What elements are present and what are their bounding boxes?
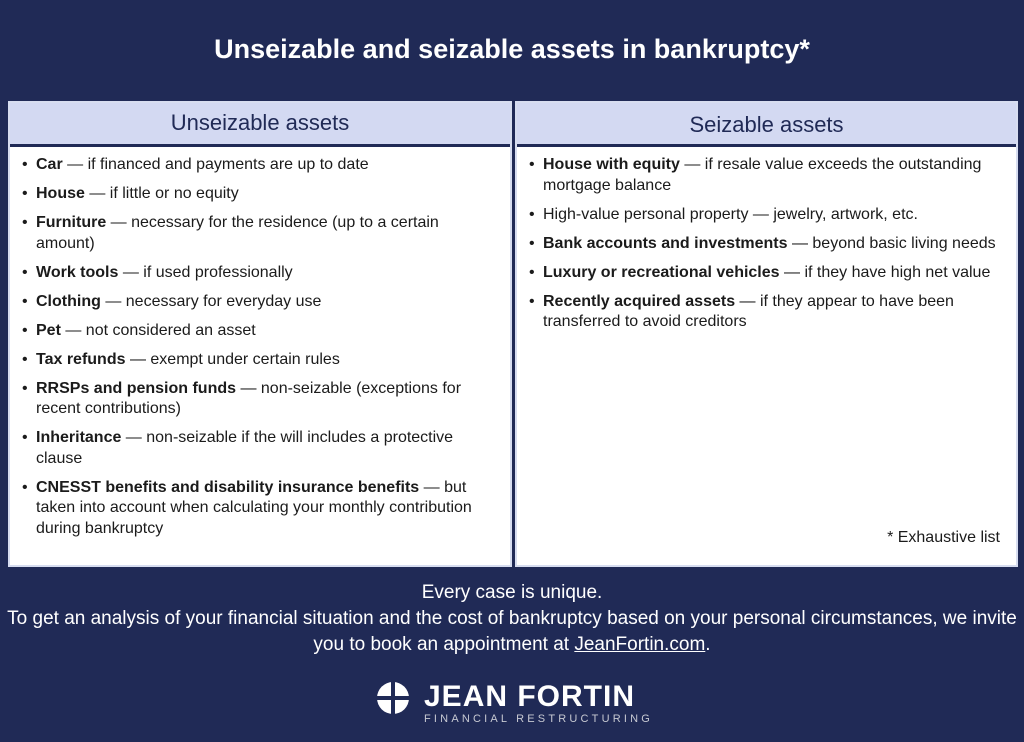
list-item: • RRSPs and pension funds — non-seizable (exceptions for recent contributions) [22,379,498,420]
footnote: * Exhaustive list [887,529,1000,546]
unseizable-assets-list [10,147,510,539]
list-item: • House — if little or no equity [22,184,498,205]
website-link[interactable]: JeanFortin.com [574,634,706,655]
list-item: • Clothing — necessary for everyday use [22,292,498,313]
logo-name: JEAN FORTIN [424,680,636,713]
footer-line-1: Every case is unique. [421,582,603,603]
logo-tagline: FINANCIAL RESTRUCTURING [424,713,654,725]
list-item: • Furniture — necessary for the residence (up to a certain amount) [22,213,498,254]
footer-message [0,580,1024,658]
list-item: • High-value personal property — jewelry, artwork, etc. [529,205,1004,226]
list-item: • CNESST benefits and disability insurance benefits — but taken into account when calculating your monthly contribution during bankruptcy [22,478,498,540]
list-item: • Luxury or recreational vehicles — if they have high net value [529,263,1004,284]
list-item: • Work tools — if used professionally [22,263,498,284]
list-item: • Inheritance — non-seizable if the will includes a protective clause [22,428,498,469]
seizable-assets-list [517,147,1016,333]
list-item: • Tax refunds — exempt under certain rules [22,350,498,371]
seizable-assets-panel [515,101,1018,567]
page-title: Unseizable and seizable assets in bankruptcy* [214,34,810,64]
list-item: • Bank accounts and investments — beyond basic living needs [529,234,1004,255]
unseizable-assets-header: Unseizable assets [10,103,510,147]
list-item: • Car — if financed and payments are up to date [22,155,498,176]
list-item: • Pet — not considered an asset [22,321,498,342]
list-item: • House with equity — if resale value exceeds the outstanding mortgage balance [529,155,1004,196]
list-item: • Recently acquired assets — if they appear to have been transferred to avoid creditors [529,292,1004,333]
footer-line-2: To get an analysis of your financial situation and the cost of bankruptcy based on your personal circumstances, we invite you to book an appointment at JeanFortin.com. [7,608,1017,655]
seizable-assets-header: Seizable assets [517,103,1016,147]
company-logo [376,680,654,726]
cross-circle-icon [376,681,410,715]
unseizable-assets-panel [8,101,512,567]
